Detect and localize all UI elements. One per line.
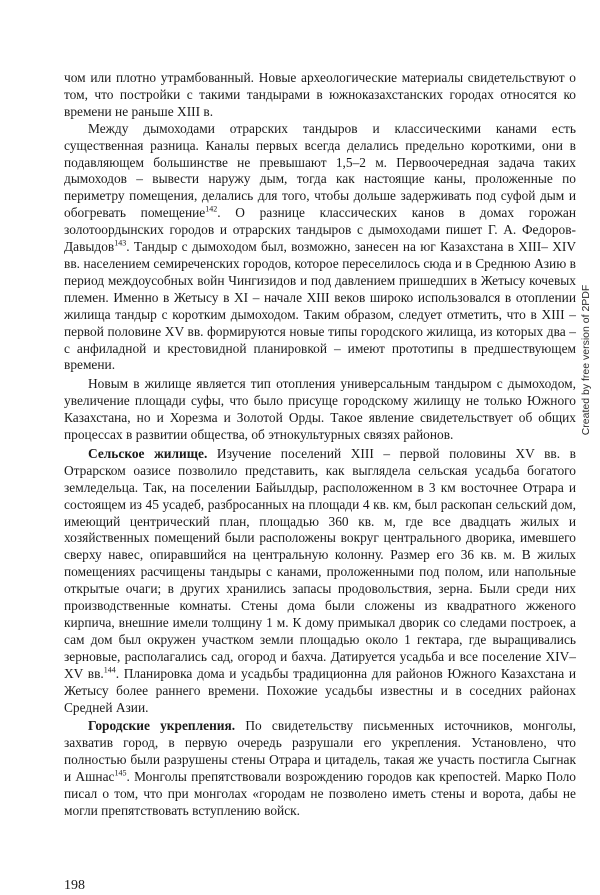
paragraph-text: Новым в жилище является тип отопления универсальным тандыром с дымоходом, увеличение площади суфы, что было присуще городскому жилищу не только Южного Казахстана, но и Хорезма и Золотой Орды. Такое явление свидетельствует об общих процессах в развитии общества, об этнокультурных связях районов.: [64, 376, 576, 443]
side-watermark-text: Created by free version of 2PDF: [580, 284, 592, 436]
footnote-ref[interactable]: 145: [114, 768, 127, 778]
paragraph-gorodskie-ukrepleniya: [64, 718, 576, 819]
paragraph-text: По свидетельству письменных источников, монголы, захватив город, в первую очередь разрушали его укрепления. Установлено, что полностью были разрушены стены Отрара и цитадель, такая же участь постигла Сыгнак и Ашнас: [64, 718, 576, 785]
paragraph-text: . Монголы препятствовали возрождению городов как крепостей. Марко Поло писал о том, что при монголах «городам не позволено иметь стены и ворота, дабы не могли препятствовать вступлению войск.: [64, 769, 576, 818]
paragraph-continuation: [64, 70, 576, 121]
paragraph-text: . Планировка дома и усадьбы традиционна для районов Южного Казахстана и Жетысу более раннего времени. Похожие усадьбы известны и в соседних районах Средней Азии.: [64, 665, 576, 715]
paragraph-text: . О разнице классических канов в домах горожан золотоордынских городов и отрарских тандыров с дымоходами пишет Г. А. Федоров-Давыдов: [64, 205, 576, 255]
footnote-ref[interactable]: 143: [114, 238, 127, 248]
paragraph-text: . Тандыр с дымоходом был, возможно, занесен на юг Казахстана в XIII– XIV вв. населением семиреченских городов, которое переселилось сюда и в Среднюю Азию в период междоусобных войн Чингизидов и под давлением пришедших в Жетысу кочевых племен. Именно в Жетысу в XI – начале XIII веков широко использовался в отоплении жилища тандыр с коротким дымоходом. Таким образом, следует отметить, что в XIII – первой половине XV вв. формируются новые типы городского жилища, из которых два – с анфиладной и крестовидной планировкой – имеют прототипы в предшествующем времени.: [64, 239, 576, 373]
page-number: 198: [64, 878, 85, 893]
section-heading: Сельское жилище.: [88, 445, 208, 461]
section-heading: Городские укрепления.: [88, 718, 236, 734]
footnote-ref[interactable]: 144: [103, 665, 116, 675]
paragraph-selskoe-zhilishche: [64, 446, 576, 717]
side-watermark: [578, 210, 594, 510]
text-column: [64, 70, 576, 820]
paragraph-text: чом или плотно утрамбованный. Новые археологические материалы свидетельствуют о том, что постройки с такими тандырами в южноказахстанских городах относятся ко времени не раньше XIII в.: [64, 70, 576, 119]
paragraph-text: Между дымоходами отрарских тандыров и классическими канами есть существенная разница. Каналы первых всегда делались предельно короткими, они в подавляющем большинстве не превышают 1,5–2 м. Первоочередная задача таких дымоходов – вывести наружу дым, тогда как настоящие каны, проложенные по периметру помещения, делались для того, чтобы дольше задерживать под суфой дым и обогревать помещение: [64, 120, 576, 221]
paragraph-otoplenie: [64, 376, 576, 444]
paragraph-text: Изучение поселений XIII – первой половины XV вв. в Отрарском оазисе позволило представить, как выглядела сельская усадьба богатого земледельца. Так, на поселении Байылдыр, расположенном в 3 км восточнее Отрара и состоящем из 45 усадеб, разбросанных на площади 4 кв. км, был раскопан сельский дом, имеющий центрический план, площадью 360 кв. м, где все двадцать жилых и хозяйственных помещений были расположены вокруг центрального дворика, имевшего сверху навес, опиравшийся на центральную колонну. Размер его 36 кв. м. В жилых помещениях расчищены тандыры с канами, проложенными под полом, или напольные открытые очаги; в других хранились запасы продовольствия, зерна. Были среди них производственные комнаты. Стены дома были сложены из квадратного жженого кирпича, внешние имели толщину 1 м. К дому примыкал дворик со следами построек, а сам дом был окружен участком земли площадью около 1 гектара, где выращивались зерновые, располагались сад, огород и бахча. Датируется усадьба и все поселение XIV–XV вв.: [64, 445, 576, 681]
paragraph-dymokhody: [64, 121, 576, 375]
footnote-ref[interactable]: 142: [205, 204, 218, 214]
